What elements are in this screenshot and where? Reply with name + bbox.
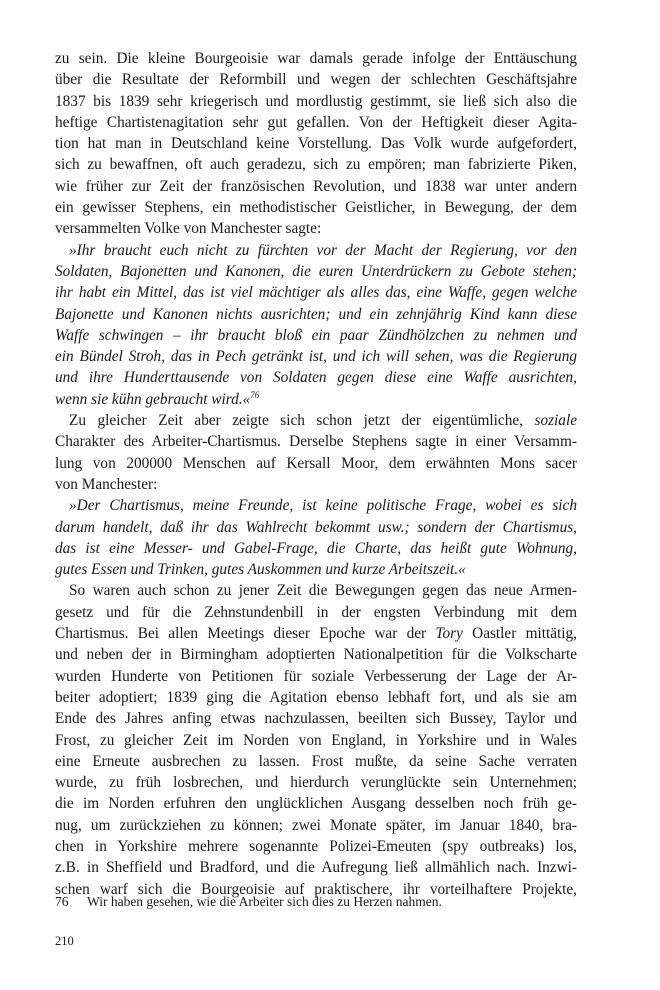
footnote-text: Wir haben gesehen, wie die Arbeiter sich dies zu Herzen nahmen. <box>87 894 442 909</box>
quote-line: ihr habt ein Mittel, das ist viel mächtiger als alles das, eine Waffe, gegen welche <box>55 284 577 302</box>
text-line: sich zu bewaffnen, oft auch geradezu, sich zu empören; man fabrizierte Piken, <box>55 156 577 174</box>
quote-line: gutes Essen und Trinken, gutes Auskommen und kurze Arbeitszeit.« <box>55 561 466 579</box>
quote-line: darum handelt, daß ihr das Wahlrecht bekommt usw.; sondern der Chartismus, <box>55 518 577 536</box>
quote-line: und ihre Hunderttausende von Soldaten gegen diese eine Waffe ausrichten, <box>55 369 577 387</box>
text-line: ein gewisser Stephens, ein methodistischer Geistlicher, in Bewegung, der dem <box>55 199 577 217</box>
text-line: von Manchester: <box>55 475 158 493</box>
quote-line: Soldaten, Bajonetten und Kanonen, die euren Unterdrückern zu Gebote stehen; <box>55 262 577 280</box>
text-line: Frost, zu gleicher Zeit im Norden von England, in Yorkshire und in Wales <box>55 731 577 749</box>
text-line: zu sein. Die kleine Bourgeoisie war damals gerade infolge der Enttäuschung <box>55 50 577 67</box>
emphasis: Tory <box>435 625 463 643</box>
text-line <box>55 410 577 431</box>
text-line: wie früher zur Zeit der französischen Revolution, und 1838 war unter andern <box>55 177 577 195</box>
quote-line: »Der Chartismus, meine Freunde, ist keine politische Frage, wobei es sich <box>69 497 577 515</box>
text-line: heftige Chartistenagitation sehr gut gefallen. Von der Heftigkeit dieser Agita- <box>55 113 577 131</box>
quote-line: das ist eine Messer- und Gabel-Frage, die Charte, das heißt gute Wohnung, <box>55 539 577 557</box>
text-line: So waren auch schon zu jener Zeit die Bewegungen gegen das neue Armen- <box>69 582 577 600</box>
emphasis: soziale <box>534 412 577 430</box>
text-line: versammelten Volke von Manchester sagte: <box>55 220 322 238</box>
quote-line: Bajonette und Kanonen nichts ausrichten; und ein zehnjährig Kind kann diese <box>55 305 577 323</box>
quote-text: wenn sie kühn gebraucht wird.« <box>55 390 251 408</box>
text-line: lung von 200000 Menschen auf Kersall Moor, dem erwähnten Mons sacer <box>55 454 577 472</box>
text-line: beiter adoptiert; 1839 ging die Agitation ebenso lebhaft fort, und als sie am <box>55 688 577 706</box>
quote-line: Waffe schwingen – ihr braucht bloß ein paar Zündhölzchen zu nehmen und <box>55 326 577 344</box>
footnote-ref[interactable]: 76 <box>250 389 260 400</box>
text-line: chen in Yorkshire mehrere sogenannte Polizei-Emeuten (spy outbreaks) los, <box>55 837 577 855</box>
text-line: nug, um zurückziehen zu können; zwei Monate später, im Januar 1840, bra- <box>55 816 577 834</box>
text-line: wurden Hunderte von Petitionen für soziale Verbesserung der Lage der Ar- <box>55 667 577 685</box>
text-line: gesetz und für die Zehnstundenbill in der engsten Verbindung mit dem <box>55 603 577 621</box>
body-text <box>55 48 577 900</box>
page-number: 210 <box>55 934 74 948</box>
quote-line <box>55 389 577 410</box>
text-line: eine Erneute ausbrechen zu lassen. Frost mußte, da seine Sache verraten <box>55 752 577 770</box>
text-line: Charakter des Arbeiter-Chartismus. Derselbe Stephens sagte in einer Versamm- <box>55 433 577 451</box>
text-line: die im Norden erfuhren den unglücklichen Ausgang desselben noch früh ge- <box>55 795 577 813</box>
text-line: über die Resultate der Reformbill und wegen der schlechten Geschäftsjahre <box>55 71 577 89</box>
footnote <box>55 893 577 911</box>
text-line: 1837 bis 1839 sehr kriegerisch und mordlustig gestimmt, sie ließ sich also die <box>55 92 577 110</box>
quote-line: ein Bündel Stroh, das in Pech getränkt ist, und ich will sehen, was die Regierung <box>55 348 577 366</box>
text-line: und neben der in Birmingham adoptierten Nationalpetition für die Volkscharte <box>55 646 577 664</box>
text-line: z.B. in Sheffield und Bradford, und die Aufregung ließ allmählich nach. Inzwi- <box>55 859 577 877</box>
footnote-number: 76 <box>55 894 69 909</box>
text-segment: Oastler mittätig, <box>472 625 577 643</box>
text-line: wurde, zu früh losbrechen, und hierdurch verunglückte sein Unternehmen; <box>55 774 577 792</box>
quote-line: »Ihr braucht euch nicht zu fürchten vor der Macht der Regierung, vor den <box>69 241 577 259</box>
text-line: tion hat man in Deutschland keine Vorstellung. Das Volk wurde aufgefordert, <box>55 135 577 153</box>
text-segment: Zu gleicher Zeit aber zeigte sich schon jetzt der eigentümliche, <box>69 412 523 430</box>
text-segment: Chartismus. Bei allen Meetings dieser Epoche war der <box>55 625 427 643</box>
text-line <box>55 623 577 644</box>
text-line: Ende des Jahres anfing etwas nachzulassen, beeilten sich Bussey, Taylor und <box>55 710 577 728</box>
text-line: schen warf sich die Bourgeoisie auf praktischere, ihr vorteilhaftere Projekte, <box>55 880 577 898</box>
